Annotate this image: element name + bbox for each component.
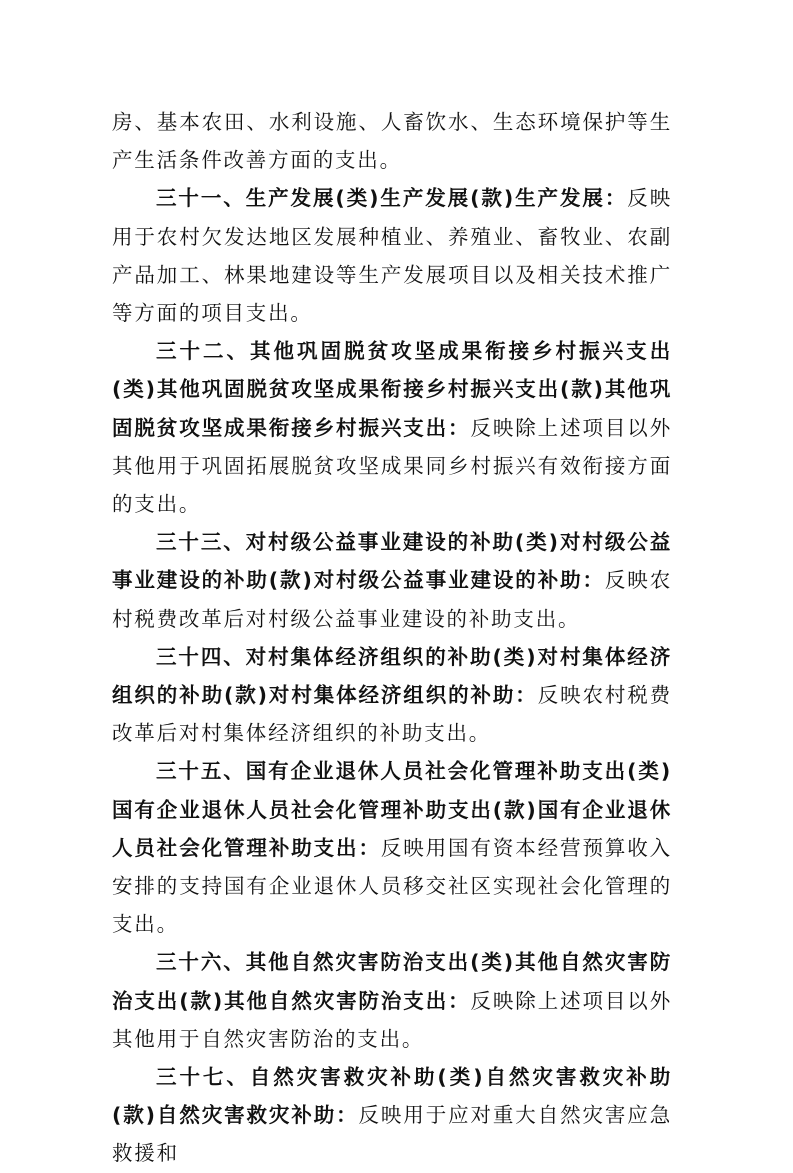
document-body xyxy=(112,103,672,1173)
paragraph-heading: 三十三、对村级公益事业建设的补助(类)对村级公益事业建设的补助(款)对村级公益事业建设的补助： xyxy=(112,530,672,593)
paragraph-body: 反映农村税费改革后对村级公益事业建设的补助支出。 xyxy=(112,568,673,631)
paragraph-body: 反映农村税费改革后对村集体经济组织的补助支出。 xyxy=(112,683,672,746)
paragraph-heading: 三十四、对村集体经济组织的补助(类)对村集体经济组织的补助(款)对村集体经济组织的补助： xyxy=(112,644,672,708)
paragraph-body: 反映除上述项目以外其他用于巩固拓展脱贫攻坚成果同乡村振兴有效衔接方面的支出。 xyxy=(112,415,672,517)
paragraph-heading: 三十五、国有企业退休人员社会化管理补助支出(类)国有企业退休人员社会化管理补助支出(款)国有企业退休人员社会化管理补助支出： xyxy=(112,759,672,860)
paragraph-heading: 三十一、生产发展(类)生产发展(款)生产发展： xyxy=(156,186,628,211)
paragraph-body: 反映用于农村欠发达地区发展种植业、养殖业、畜牧业、农副产品加工、林果地建设等生产发展项目以及相关技术推广等方面的项目支出。 xyxy=(112,186,672,326)
paragraph-31 xyxy=(112,179,672,332)
paragraph-34 xyxy=(112,638,672,753)
paragraph-body: 反映用于应对重大自然灾害应急救援和 xyxy=(112,1103,672,1166)
paragraph-36 xyxy=(112,943,672,1058)
paragraph-32 xyxy=(112,332,672,523)
paragraph-heading: 三十二、其他巩固脱贫攻坚成果衔接乡村振兴支出(类)其他巩固脱贫攻坚成果衔接乡村振兴支出(款)其他巩固脱贫攻坚成果衔接乡村振兴支出： xyxy=(112,339,672,440)
paragraph-continuation xyxy=(112,103,672,179)
paragraph-body: 房、基本农田、水利设施、人畜饮水、生态环境保护等生产生活条件改善方面的支出。 xyxy=(112,110,672,173)
paragraph-35 xyxy=(112,752,672,943)
paragraph-heading: 三十六、其他自然灾害防治支出(类)其他自然灾害防治支出(款)其他自然灾害防治支出： xyxy=(112,950,672,1013)
paragraph-body: 反映用国有资本经营预算收入安排的支持国有企业退休人员移交社区实现社会化管理的支出。 xyxy=(112,835,672,937)
paragraph-heading: 三十七、自然灾害救灾补助(类)自然灾害救灾补助(款)自然灾害救灾补助： xyxy=(112,1065,672,1128)
paragraph-body: 反映除上述项目以外其他用于自然灾害防治的支出。 xyxy=(112,988,673,1051)
paragraph-33 xyxy=(112,523,672,638)
paragraph-37 xyxy=(112,1058,672,1173)
